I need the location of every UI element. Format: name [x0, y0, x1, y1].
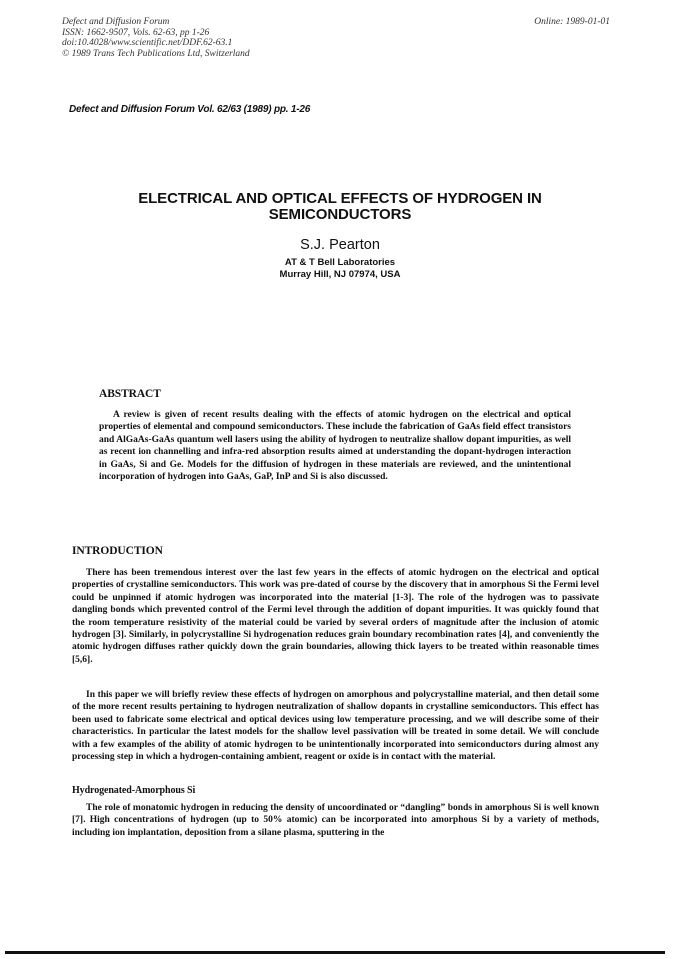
author-affiliation: [60, 257, 620, 282]
paper-title: [60, 191, 620, 222]
author-name: S.J. Pearton: [300, 237, 380, 253]
issn-line: ISSN: 1662-9507, Vols. 62-63, pp 1-26: [62, 27, 210, 38]
subsection-heading: Hydrogenated-Amorphous Si: [72, 785, 196, 796]
copyright-line: © 1989 Trans Tech Publications Ltd, Switzerland: [62, 48, 250, 59]
introduction-paragraph-2: In this paper we will briefly review these effects of hydrogen on amorphous and polycrystalline material, and then detail some of the more recent results pertaining to hydrogen neutralization of shallow dopants in crystalline semiconductors. This effect has been used to fabricate some electrical and optical devices using low temperature processing, and we will describe some of their characteristics. In particular the latest models for the shallow level passivation will be treated in some detail. We will conclude with a few examples of the ability of atomic hydrogen to be unintentionally incorporated into semiconductors during almost any processing step in which a hydrogen-containing ambient, reagent or oxide is in contact with the material.: [72, 690, 599, 763]
affiliation-line-2: Murray Hill, NJ 07974, USA: [279, 269, 401, 281]
publication-metadata: [62, 17, 250, 59]
subsection-paragraph: The role of monatomic hydrogen in reducing the density of uncoordinated or “dangling” bonds in amorphous Si is well known [7]. High concentrations of hydrogen (up to 50% atomic) can be incorporated into amorphous Si by a variety of methods, including ion implantation, deposition from a silane plasma, sputtering in the: [72, 803, 599, 838]
journal-name-line: Defect and Diffusion Forum: [62, 17, 170, 27]
journal-reference: Defect and Diffusion Forum Vol. 62/63 (1989) pp. 1-26: [69, 104, 311, 115]
online-date: Online: 1989-01-01: [534, 17, 610, 27]
introduction-paragraph-1: There has been tremendous interest over the last few years in the effects of atomic hydrogen on the electrical and optical properties of crystalline semiconductors. This work was pre-dated of course by the discovery that in amorphous Si the Fermi level could be unpinned if atomic hydrogen was incorporated into the material [1-3]. The role of the hydrogen was to passivate dangling bonds which prevented control of the Fermi level through the addition of dopant impurities. It was quickly found that the room temperature resistivity of the material could be varied by several orders of magnitude after the inclusion of atomic hydrogen [3]. Similarly, in polycrystalline Si hydrogenation reduces grain boundary recombination rates [4], and conveniently the atomic hydrogen diffuses rather quickly down the grain boundaries, allowing thick layers to be treated within reasonable times [5,6].: [72, 568, 599, 665]
abstract-text: A review is given of recent results dealing with the effects of atomic hydrogen on the electrical and optical properties of elemental and compound semiconductors. These include the fabrication of GaAs field effect transistors and AlGaAs-GaAs quantum well lasers using the ability of hydrogen to neutralize shallow dopant impurities, as well as recent ion channelling and infra-red absorption results aimed at understanding the dopant-hydrogen interaction in GaAs, Si and Ge. Models for the diffusion of hydrogen in these materials are reviewed, and the unintentional incorporation of hydrogen into GaAs, GaP, InP and Si is also discussed.: [99, 410, 571, 483]
abstract-heading: ABSTRACT: [99, 388, 161, 400]
title-line-2: SEMICONDUCTORS: [268, 205, 412, 223]
affiliation-line-1: AT & T Bell Laboratories: [284, 257, 396, 268]
page-footer-rule: [5, 951, 665, 954]
doi-link[interactable]: doi:10.4028/www.scientific.net/DDF.62-63.1: [62, 38, 233, 49]
title-line-1: ELECTRICAL AND OPTICAL EFFECTS OF HYDROGEN IN: [138, 190, 542, 207]
introduction-heading: INTRODUCTION: [72, 545, 163, 557]
